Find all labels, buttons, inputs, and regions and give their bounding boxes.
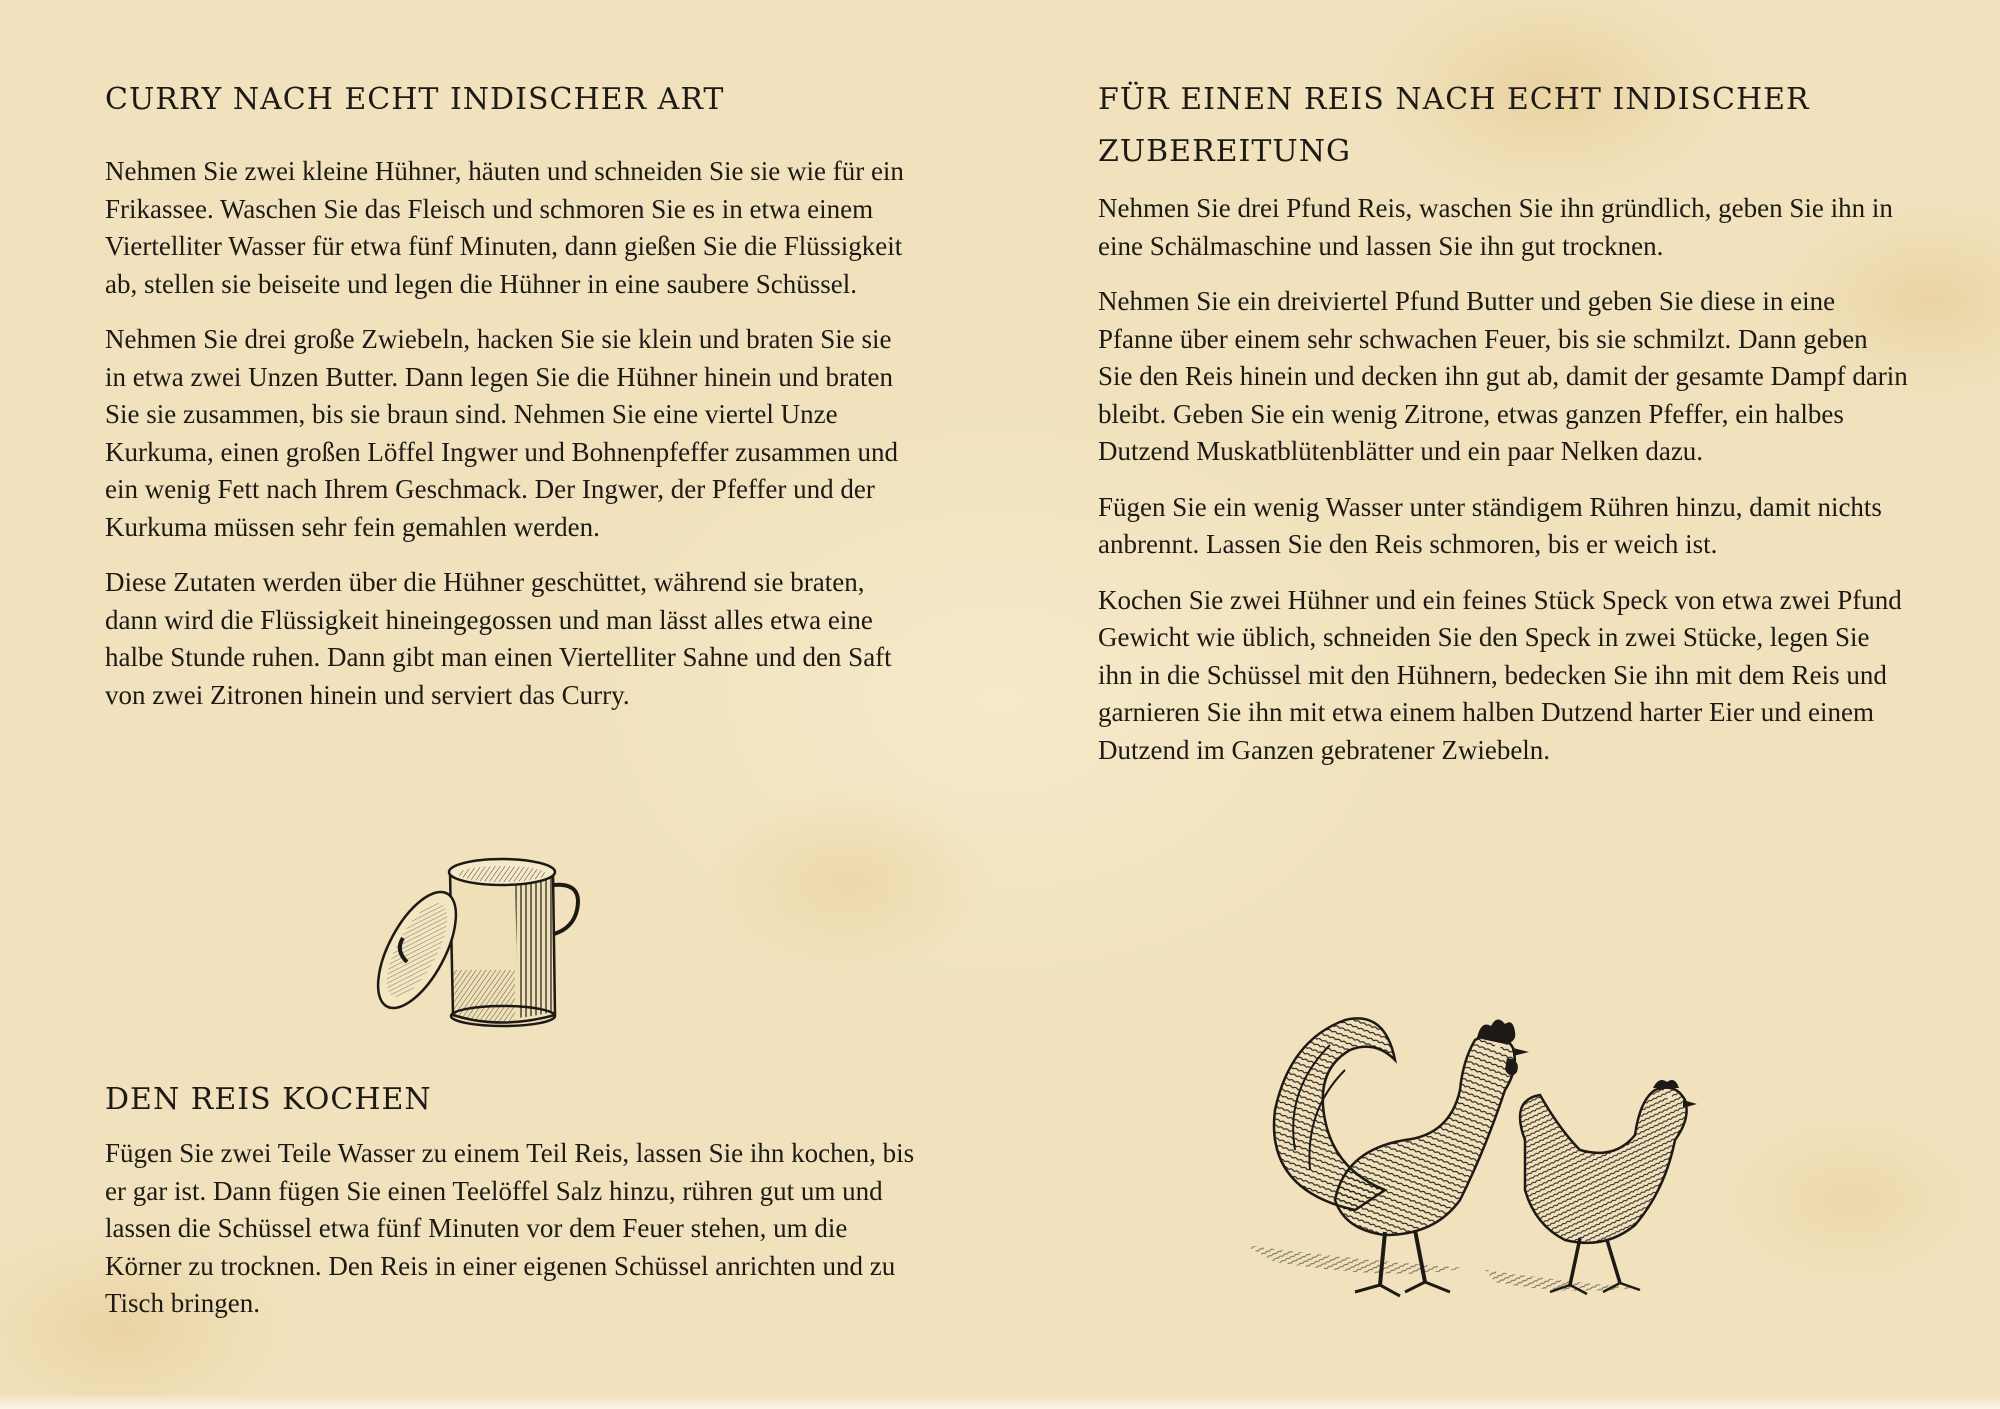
pot-handle [553, 885, 578, 934]
chickens-illustration [1235, 1000, 1755, 1330]
cooking-pot-illustration [355, 850, 585, 1040]
page-bottom-edge [0, 1395, 2000, 1409]
curry-title: CURRY NACH ECHT INDISCHER ART [105, 82, 725, 117]
reis-indisch-paragraph-2: Nehmen Sie ein dreiviertel Pfund Butter und geben Sie diese in eine Pfanne über einem sehr schwachen Feuer, bis sie schmilzt. Dann geben Sie den Reis hinein und decken ihn gut ab, damit der gesamte Dampf darin bleibt. Geben Sie ein wenig Zitrone, etwas ganzen Pfeffer, ein halbes Dutzend Muskatblütenblätter und ein paar Nelken dazu. [1098, 286, 1908, 466]
curry-paragraph-3: Diese Zutaten werden über die Hühner geschüttet, während sie braten, dann wird die Flüssigkeit hineingegossen und man lässt alles etwa eine halbe Stunde ruhen. Dann gibt man einen Viertelliter Sahne und den Saft von zwei Zitronen hinein und serviert das Curry. [105, 567, 892, 710]
reis-kochen-paragraph: Fügen Sie zwei Teile Wasser zu einem Teil Reis, lassen Sie ihn kochen, bis er gar ist. Dann fügen Sie einen Teelöffel Salz hinzu, rühren gut um und lassen die Schüssel etwa fünf Minuten vor dem Feuer stehen, um die Körner zu trocknen. Den Reis in einer eigenen Schüssel anrichten und zu Tisch bringen. [105, 1138, 915, 1318]
reis-kochen-body [105, 1135, 915, 1341]
hen [1520, 1080, 1697, 1294]
reis-indisch-paragraph-3: Fügen Sie ein wenig Wasser unter ständigem Rühren hinzu, damit nichts anbrennt. Lassen Sie den Reis schmoren, bis er weich ist. [1098, 491, 1882, 559]
reis-indisch-title-line2: ZUBEREITUNG [1098, 134, 1351, 169]
reis-indisch-paragraph-4: Kochen Sie zwei Hühner und ein feines Stück Speck von etwa zwei Pfund Gewicht wie üblich, schneiden Sie den Speck in zwei Stücke, legen Sie ihn in die Schüssel mit den Hühnern, bedecken Sie ihn mit dem Reis und garnieren Sie ihn mit etwa einem halben Dutzend harter Eier und einem Dutzend im Ganzen gebratener Zwiebeln. [1098, 584, 1902, 765]
curry-paragraph-1: Nehmen Sie zwei kleine Hühner, häuten und schneiden Sie sie wie für ein Frikassee. Waschen Sie das Fleisch und schmoren Sie es in etwa einem Viertelliter Wasser für etwa fünf Minuten, dann gießen Sie die Flüssigkeit ab, stellen sie beiseite und legen die Hühner in eine saubere Schüssel. [105, 156, 904, 299]
reis-indisch-paragraph-1: Nehmen Sie drei Pfund Reis, waschen Sie ihn gründlich, geben Sie ihn in eine Schälmaschine und lassen Sie ihn gut trocknen. [1098, 193, 1893, 261]
reis-kochen-title: DEN REIS KOCHEN [105, 1082, 432, 1117]
reis-indisch-body [1098, 190, 1908, 787]
curry-paragraph-2: Nehmen Sie drei große Zwiebeln, hacken Sie sie klein und braten Sie sie in etwa zwei Unzen Butter. Dann legen Sie die Hühner hinein und braten Sie sie zusammen, bis sie braun sind. Nehmen Sie eine viertel Unze Kurkuma, einen großen Löffel Ingwer und Bohnenpfeffer zusammen und ein wenig Fett nach Ihrem Geschmack. Der Ingwer, der Pfeffer und der Kurkuma müssen sehr fein gemahlen werden. [105, 324, 899, 542]
curry-body [105, 153, 915, 732]
reis-indisch-title-line1: FÜR EINEN REIS NACH ECHT INDISCHER [1098, 82, 1810, 117]
